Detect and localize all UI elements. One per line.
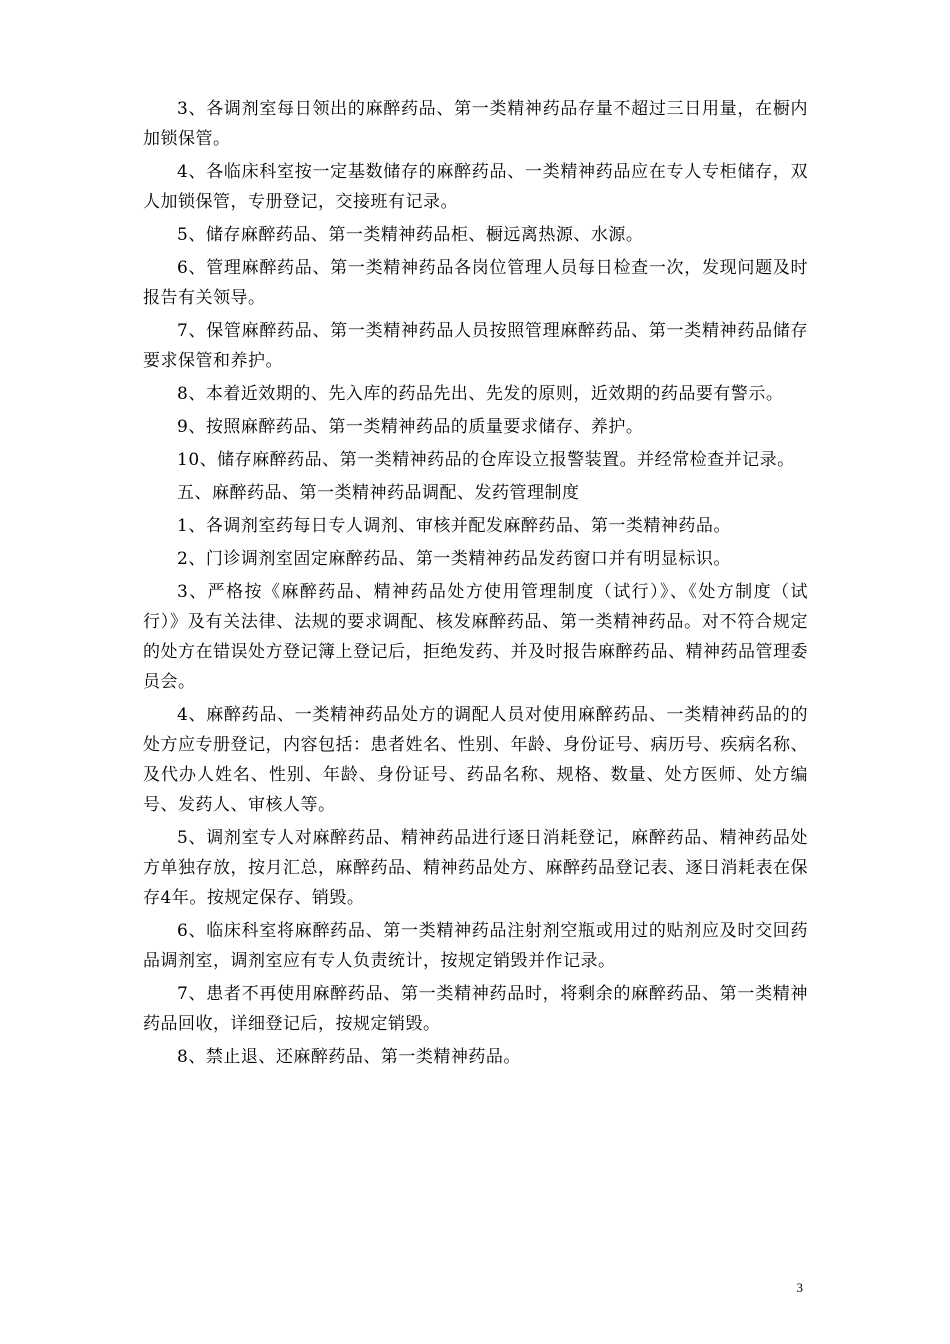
paragraph: 7、患者不再使用麻醉药品、第一类精神药品时，将剩余的麻醉药品、第一类精神药品回收，详细登记后，按规定销毁。 (143, 984, 808, 1034)
paragraph: 5、调剂室专人对麻醉药品、精神药品进行逐日消耗登记，麻醉药品、精神药品处方单独存放，按月汇总，麻醉药品、精神药品处方、麻醉药品登记表、逐日消耗表在保存4年。按规定保存、销毁。 (143, 828, 808, 908)
paragraph: 8、禁止退、还麻醉药品、第一类精神药品。 (177, 1047, 521, 1067)
paragraph: 3、严格按《麻醉药品、精神药品处方使用管理制度（试行）》、《处方制度（试行）》及有关法律、法规的要求调配、核发麻醉药品、第一类精神药品。对不符合规定的处方在错误处方登记簿上登记后，拒绝发药、并及时报告麻醉药品、精神药品管理委员会。 (143, 582, 808, 692)
paragraph: 4、麻醉药品、一类精神药品处方的调配人员对使用麻醉药品、一类精神药品的的处方应专册登记，内容包括：患者姓名、性别、年龄、身份证号、病历号、疾病名称、及代办人姓名、性别、年龄、身份证号、药品名称、规格、数量、处方医师、处方编号、发药人、审核人等。 (143, 705, 808, 815)
paragraph: 8、本着近效期的、先入库的药品先出、先发的原则，近效期的药品要有警示。 (177, 384, 784, 404)
paragraph: 6、临床科室将麻醉药品、第一类精神药品注射剂空瓶或用过的贴剂应及时交回药品调剂室，调剂室应有专人负责统计，按规定销毁并作记录。 (143, 921, 808, 971)
paragraph: 10、储存麻醉药品、第一类精神药品的仓库设立报警装置。并经常检查并记录。 (177, 450, 795, 470)
paragraph: 1、各调剂室药每日专人调剂、审核并配发麻醉药品、第一类精神药品。 (177, 516, 731, 536)
paragraph: 6、管理麻醉药品、第一类精神药品各岗位管理人员每日检查一次，发现问题及时报告有关领导。 (143, 258, 808, 308)
document-body (143, 94, 808, 1075)
page-number: 3 (796, 1280, 803, 1295)
paragraph: 9、按照麻醉药品、第一类精神药品的质量要求储存、养护。 (177, 417, 644, 437)
paragraph: 7、保管麻醉药品、第一类精神药品人员按照管理麻醉药品、第一类精神药品储存要求保管和养护。 (143, 321, 808, 371)
paragraph: 2、门诊调剂室固定麻醉药品、第一类精神药品发药窗口并有明显标识。 (177, 549, 731, 569)
section-heading: 五、麻醉药品、第一类精神药品调配、发药管理制度 (177, 483, 580, 503)
paragraph: 3、各调剂室每日领出的麻醉药品、第一类精神药品存量不超过三日用量，在橱内加锁保管。 (143, 99, 808, 149)
paragraph: 5、储存麻醉药品、第一类精神药品柜、橱远离热源、水源。 (177, 225, 644, 245)
paragraph: 4、各临床科室按一定基数储存的麻醉药品、一类精神药品应在专人专柜储存，双人加锁保管，专册登记，交接班有记录。 (143, 162, 808, 212)
